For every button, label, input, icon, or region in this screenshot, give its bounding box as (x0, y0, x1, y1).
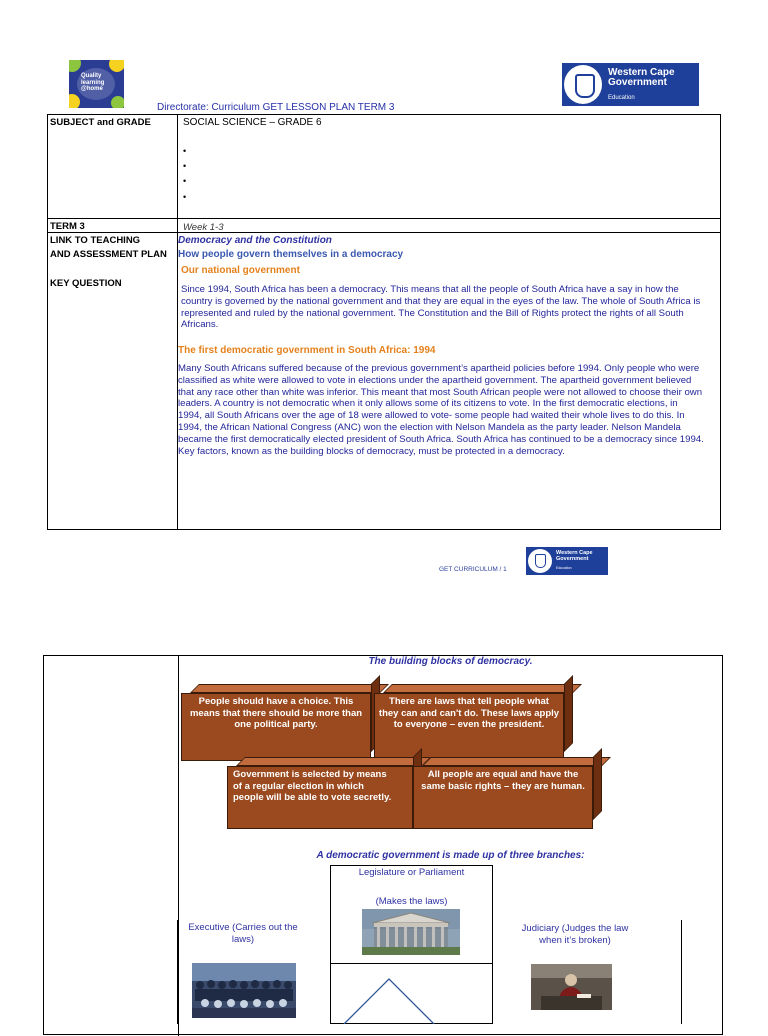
quality-logo-text (81, 73, 104, 93)
bullet-point: • (183, 161, 187, 171)
footer-government-logo (526, 547, 608, 575)
section-heading: Our national government (181, 265, 300, 276)
link-label-line1: LINK TO TEACHING (50, 235, 141, 246)
table-column-divider (178, 656, 179, 1036)
legislature-title: Legislature or Parliament (358, 867, 465, 878)
block-text: There are laws that tell people what they can and can't do. These laws apply to everyone – even the president. (378, 696, 560, 730)
block-text: All people are equal and have the same basic rights – they are human. (421, 769, 585, 792)
building-blocks-title: The building blocks of democracy. (368, 656, 533, 667)
link-label-line2: AND ASSESSMENT PLAN (50, 249, 167, 260)
block-text: People should have a choice. This means that there should be more than one political party. (189, 696, 363, 730)
logo-dot (109, 60, 124, 72)
coat-of-arms-icon (528, 549, 552, 573)
coat-of-arms-icon (564, 65, 602, 104)
term-week: Week 1-3 (183, 222, 224, 233)
judiciary-photo (531, 964, 612, 1010)
western-cape-government-logo (562, 63, 699, 106)
footer-logo-line: Government (556, 556, 589, 562)
branches-title: A democratic government is made up of three branches: (316, 850, 585, 861)
block-text: Government is selected by means of a regular election in which people will be able to vote secretly. (233, 769, 392, 803)
executive-photo (192, 963, 296, 1018)
table-row-divider (48, 218, 720, 219)
legislature-divider (331, 963, 492, 964)
block-top-face (422, 757, 611, 766)
bullet-point: • (183, 146, 187, 156)
building-block-laws (374, 684, 574, 761)
block-side-face (564, 675, 573, 752)
logo-name-line1: Western Cape (608, 67, 675, 78)
judiciary-label: Judiciary (Judges the law when it’s broken) (521, 923, 629, 946)
logo-department: Education (608, 95, 635, 101)
footer-logo-department: Education (556, 566, 572, 570)
logo-dot (69, 94, 80, 108)
directorate-heading: Directorate: Curriculum GET LESSON PLAN TERM 3 (157, 102, 395, 113)
logo-line: @home (81, 86, 103, 92)
logo-name-line2: Government (608, 77, 667, 88)
footer-logo-name (556, 550, 593, 562)
footer-logo-line: Western Cape (556, 550, 593, 556)
block-side-face (593, 748, 602, 820)
page-footer-text: GET CURRICULUM / 1 (439, 566, 507, 573)
bullet-point: • (183, 176, 187, 186)
section-paragraph: Since 1994, South Africa has been a democracy. This means that all the people of South Africa have a say in how the country is governed by the national government and that they are equal in the eyes of the law. The whole of South Africa is represented and ruled by the national government. The Constitution and the Bill of Rights protect the rights of all South Africans. (181, 284, 701, 331)
table-row-divider (48, 232, 720, 233)
term-label: TERM 3 (50, 221, 85, 232)
block-top-face (383, 684, 582, 693)
legislature-subtitle: (Makes the laws) (375, 896, 448, 907)
quality-learning-logo (69, 60, 124, 108)
section-heading: The first democratic government in South Africa: 1994 (178, 345, 436, 356)
subject-label: SUBJECT and GRADE (50, 117, 151, 128)
key-question-label: KEY QUESTION (50, 278, 122, 289)
lesson-heading: Democracy and the Constitution (178, 235, 332, 246)
diagram-frame-line (681, 920, 682, 1024)
logo-dot (69, 60, 81, 72)
section-paragraph: Many South Africans suffered because of the previous government’s apartheid policies before 1994. Only people who were classified as white were allowed to vote in elections under the apartheid government. The apartheid government believed that any race other than white was inferior. This meant that most South African people were not allowed to choose their own leaders. A country is not democratic when it only allows some of its citizens to vote. In the first democratic elections, in 1994, all South Africans over the age of 18 were allowed to vote- some people had waited their whole lives to do this. In 1994, the African National Congress (ANC) won the election with Nelson Mandela as the party leader. Nelson Mandela became the first democratically elected president of South Africa. South Africa has continued to be a democracy since 1994. Key factors, known as the building blocks of democracy, must be protected in a democracy. (178, 363, 704, 457)
block-top-face (190, 684, 389, 693)
table-column-divider (177, 115, 178, 529)
logo-dot (111, 96, 124, 108)
block-top-face (236, 757, 431, 766)
building-block-choice (181, 684, 381, 761)
bullet-point: • (183, 192, 187, 202)
triangle-diagram (340, 975, 440, 1024)
logo-line: Quality (81, 73, 102, 79)
executive-label: Executive (Carries out the laws) (188, 922, 298, 945)
building-block-elections (227, 757, 423, 829)
parliament-building-photo (362, 909, 460, 955)
building-block-equality (413, 757, 603, 829)
subject-value: SOCIAL SCIENCE – GRADE 6 (183, 117, 322, 128)
logo-line: learning (81, 79, 105, 86)
lesson-subheading: How people govern themselves in a democracy (178, 249, 404, 260)
